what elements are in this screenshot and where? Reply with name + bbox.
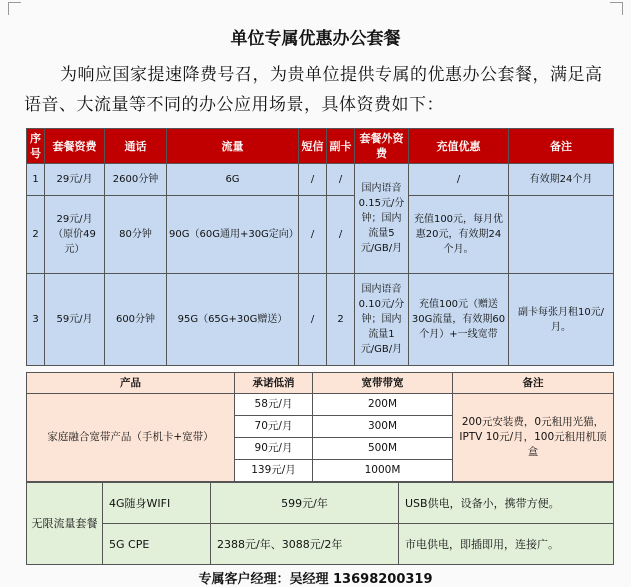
table-row (27, 394, 614, 416)
cell-sub: / (327, 164, 355, 196)
table-row (27, 524, 614, 565)
header-sms: 短信 (299, 129, 327, 164)
cell-price: 2388元/年、3088元/2年 (211, 524, 399, 565)
cell-calls: 600分钟 (105, 274, 167, 366)
cell-no: 3 (27, 274, 45, 366)
table-row (27, 274, 614, 366)
cell-monthly: 90元/月 (235, 438, 313, 460)
cell-sub: / (327, 196, 355, 274)
plans-table (26, 128, 614, 366)
unlimited-table (26, 482, 614, 565)
table-row (27, 483, 614, 524)
broadband-note: 200元安装费，0元租用光猫，IPTV 10元/月，100元租用机顶盒 (453, 394, 614, 482)
cell-recharge: 充值100元，每月优惠20元，有效期24个月。 (409, 196, 509, 274)
cell-sub: 2 (327, 274, 355, 366)
cell-sms: / (299, 274, 327, 366)
header-extra: 套餐外资费 (355, 129, 409, 164)
cell-price: 599元/年 (211, 483, 399, 524)
header-monthly: 承诺低消 (235, 373, 313, 394)
cell-bandwidth: 200M (313, 394, 453, 416)
header-calls: 通话 (105, 129, 167, 164)
cell-fee: 29元/月（原价49元） (45, 196, 105, 274)
cell-calls: 2600分钟 (105, 164, 167, 196)
page-title: 单位专属优惠办公套餐 (230, 29, 401, 49)
cell-recharge: / (409, 164, 509, 196)
cell-note (509, 196, 614, 274)
cell-monthly: 58元/月 (235, 394, 313, 416)
header-no: 序号 (27, 129, 45, 164)
intro-paragraph: 为响应国家提速降费号召，为贵单位提供专属的优惠办公套餐，满足高语音、大流量等不同的办公应用场景，具体资费如下： (24, 65, 603, 115)
cell-device: 5G CPE (103, 524, 211, 565)
cell-no: 2 (27, 196, 45, 274)
cell-data: 95G（65G+30G赠送） (167, 274, 299, 366)
cell-recharge: 充值100元（赠送30G流量，有效期60个月）+一线宽带 (409, 274, 509, 366)
cell-sms: / (299, 164, 327, 196)
cell-note: 市电供电，即插即用，连接广。 (399, 524, 614, 565)
cell-note: 有效期24个月 (509, 164, 614, 196)
broadband-product-name: 家庭融合宽带产品（手机卡+宽带） (27, 394, 235, 482)
broadband-table (26, 372, 614, 482)
cell-note: 副卡每张月租10元/月。 (509, 274, 614, 366)
cell-data: 6G (167, 164, 299, 196)
header-recharge: 充值优惠 (409, 129, 509, 164)
footer-contact: 专属客户经理：吴经理 13698200319 (198, 572, 433, 587)
cell-note: USB供电，设备小，携带方便。 (399, 483, 614, 524)
cell-monthly: 139元/月 (235, 460, 313, 482)
cell-no: 1 (27, 164, 45, 196)
header-sub: 副卡 (327, 129, 355, 164)
corner-mark-left (8, 2, 21, 15)
cell-bandwidth: 1000M (313, 460, 453, 482)
table-row (27, 196, 614, 274)
cell-bandwidth: 300M (313, 416, 453, 438)
plans-header-row (27, 129, 614, 164)
table-row (27, 164, 614, 196)
cell-fee: 29元/月 (45, 164, 105, 196)
cell-sms: / (299, 196, 327, 274)
cell-data: 90G（60G通用+30G定向） (167, 196, 299, 274)
cell-extra: 国内语音0.10元/分钟；国内流量1元/GB/月 (355, 274, 409, 366)
header-note: 备注 (509, 129, 614, 164)
corner-mark-right (610, 2, 623, 15)
header-product: 产品 (27, 373, 235, 394)
cell-fee: 59元/月 (45, 274, 105, 366)
cell-extra: 国内语音0.15元/分钟；国内流量5元/GB/月 (355, 164, 409, 274)
cell-calls: 80分钟 (105, 196, 167, 274)
broadband-header-row (27, 373, 614, 394)
cell-bandwidth: 500M (313, 438, 453, 460)
unlimited-category: 无限流量套餐 (27, 483, 103, 565)
header-note: 备注 (453, 373, 614, 394)
cell-monthly: 70元/月 (235, 416, 313, 438)
header-fee: 套餐资费 (45, 129, 105, 164)
cell-device: 4G随身WIFI (103, 483, 211, 524)
header-data: 流量 (167, 129, 299, 164)
header-bandwidth: 宽带带宽 (313, 373, 453, 394)
